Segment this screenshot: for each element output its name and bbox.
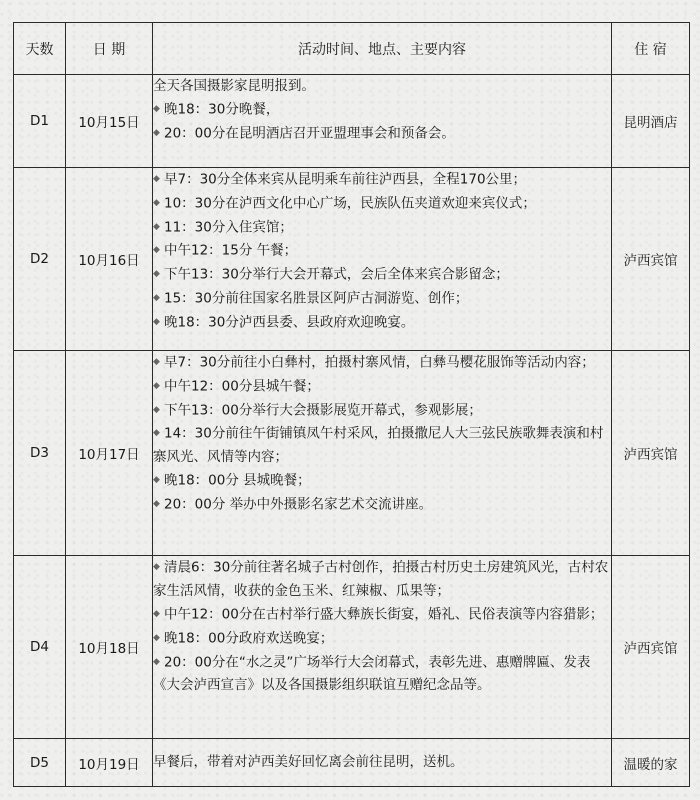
diamond-icon: ◆ [153,380,160,391]
list-item: ◆ 晚18：00分政府欢送晚宴； [153,627,611,651]
content-cell [153,75,612,168]
list-item: ◆ 15：30分前往国家名胜景区阿庐古洞游览、创作； [153,287,611,311]
diamond-icon: ◆ [153,221,160,232]
list-item: ◆ 早7：30分前往小白彝村，拍摄村寨风情，白彝马樱花服饰等活动内容； [153,351,611,375]
diamond-icon: ◆ [153,428,160,439]
date-cell: 10月15日 [66,75,153,168]
lodging-cell: 泸西宾馆 [612,351,690,556]
content-cell [153,351,612,556]
table-row [14,739,690,787]
list-item: ◆ 11：30分入住宾馆； [153,216,611,240]
list-item: ◆ 14：30分前往午街铺镇凤午村采风，拍摄撒尼人大三弦民族歌舞表演和村寨风光、风情等内容； [153,422,611,469]
content-cell [153,168,612,351]
date-cell: 10月16日 [66,168,153,351]
header-lodging: 住 宿 [612,23,690,75]
day-cell: D2 [14,168,66,351]
diamond-icon: ◆ [153,357,160,367]
date-cell: 10月18日 [66,556,153,739]
day-cell: D3 [14,351,66,556]
diamond-icon: ◆ [153,562,160,572]
list-item: ◆ 20：00分在昆明酒店召开亚盟理事会和预备会。 [153,122,611,146]
diamond-icon: ◆ [153,475,160,486]
table-row [14,351,690,556]
diamond-icon: ◆ [153,656,160,667]
lodging-cell: 泸西宾馆 [612,556,690,739]
day-cell: D4 [14,556,66,739]
list-item: ◆ 下午13：30分举行大会开幕式，会后全体来宾合影留念； [153,263,611,287]
date-cell: 10月17日 [66,351,153,556]
header-date: 日 期 [66,23,153,75]
table-row [14,75,690,168]
list-item: ◆ 中午12：15分 午餐； [153,239,611,263]
list-item: ◆ 20：00分 举办中外摄影名家艺术交流讲座。 [153,493,611,517]
diamond-icon: ◆ [153,293,160,304]
list-item: ◆ 晚18：00分 县城晚餐； [153,469,611,493]
diamond-icon: ◆ [153,245,160,256]
list-item: 早餐后，带着对泸西美好回忆离会前往昆明，送机。 [153,753,464,770]
diamond-icon: ◆ [153,404,160,415]
diamond-icon: ◆ [153,499,160,510]
header-day: 天数 [14,23,66,75]
list-item: ◆ 清晨6：30分前往著名城子古村创作，拍摄古村历史土房建筑风光，古村农家生活风情，收获的金色玉米、红辣椒、瓜果等； [153,556,611,603]
diamond-icon: ◆ [153,269,160,280]
header-content: 活动时间、地点、主要内容 [153,23,612,75]
diamond-icon: ◆ [153,104,160,115]
list-item: ◆ 晚18：30分晚餐， [153,98,611,122]
date-cell: 10月19日 [66,739,153,787]
list-item: ◆ 下午13：00分举行大会摄影展览开幕式，参观影展； [153,399,611,423]
lodging-cell: 温暖的家 [612,739,690,787]
header-row [14,23,690,75]
diamond-icon: ◆ [153,128,160,139]
table-row [14,168,690,351]
diamond-icon: ◆ [153,316,160,327]
itinerary-table [13,22,690,787]
day-cell: D1 [14,75,66,168]
list-item: ◆ 中午12：00分在古村举行盛大彝族长街宴，婚礼、民俗表演等内容猎影； [153,603,611,627]
day-cell: D5 [14,739,66,787]
list-item: ◆ 20：00分在“水之灵”广场举行大会闭幕式，表彰先进、惠赠牌匾、发表《大会泸西宣言》以及各国摄影组织联谊互赠纪念品等。 [153,651,611,698]
list-item: ◆ 中午12：00分县城午餐； [153,375,611,399]
content-cell [153,556,612,739]
lodging-cell: 泸西宾馆 [612,168,690,351]
diamond-icon: ◆ [153,197,160,208]
diamond-icon: ◆ [153,632,160,643]
diamond-icon: ◆ [153,174,160,184]
content-cell [153,739,612,787]
lodging-cell: 昆明酒店 [612,75,690,168]
list-item: ◆ 10：30分在泸西文化中心广场，民族队伍夹道欢迎来宾仪式； [153,192,611,216]
list-item: 全天各国摄影家昆明报到。 [153,78,315,94]
diamond-icon: ◆ [153,609,160,620]
list-item: ◆ 晚18：30分泸西县委、县政府欢迎晚宴。 [153,311,611,335]
list-item: ◆ 早7：30分全体来宾从昆明乘车前往泸西县，全程170公里； [153,168,611,192]
table-row [14,556,690,739]
